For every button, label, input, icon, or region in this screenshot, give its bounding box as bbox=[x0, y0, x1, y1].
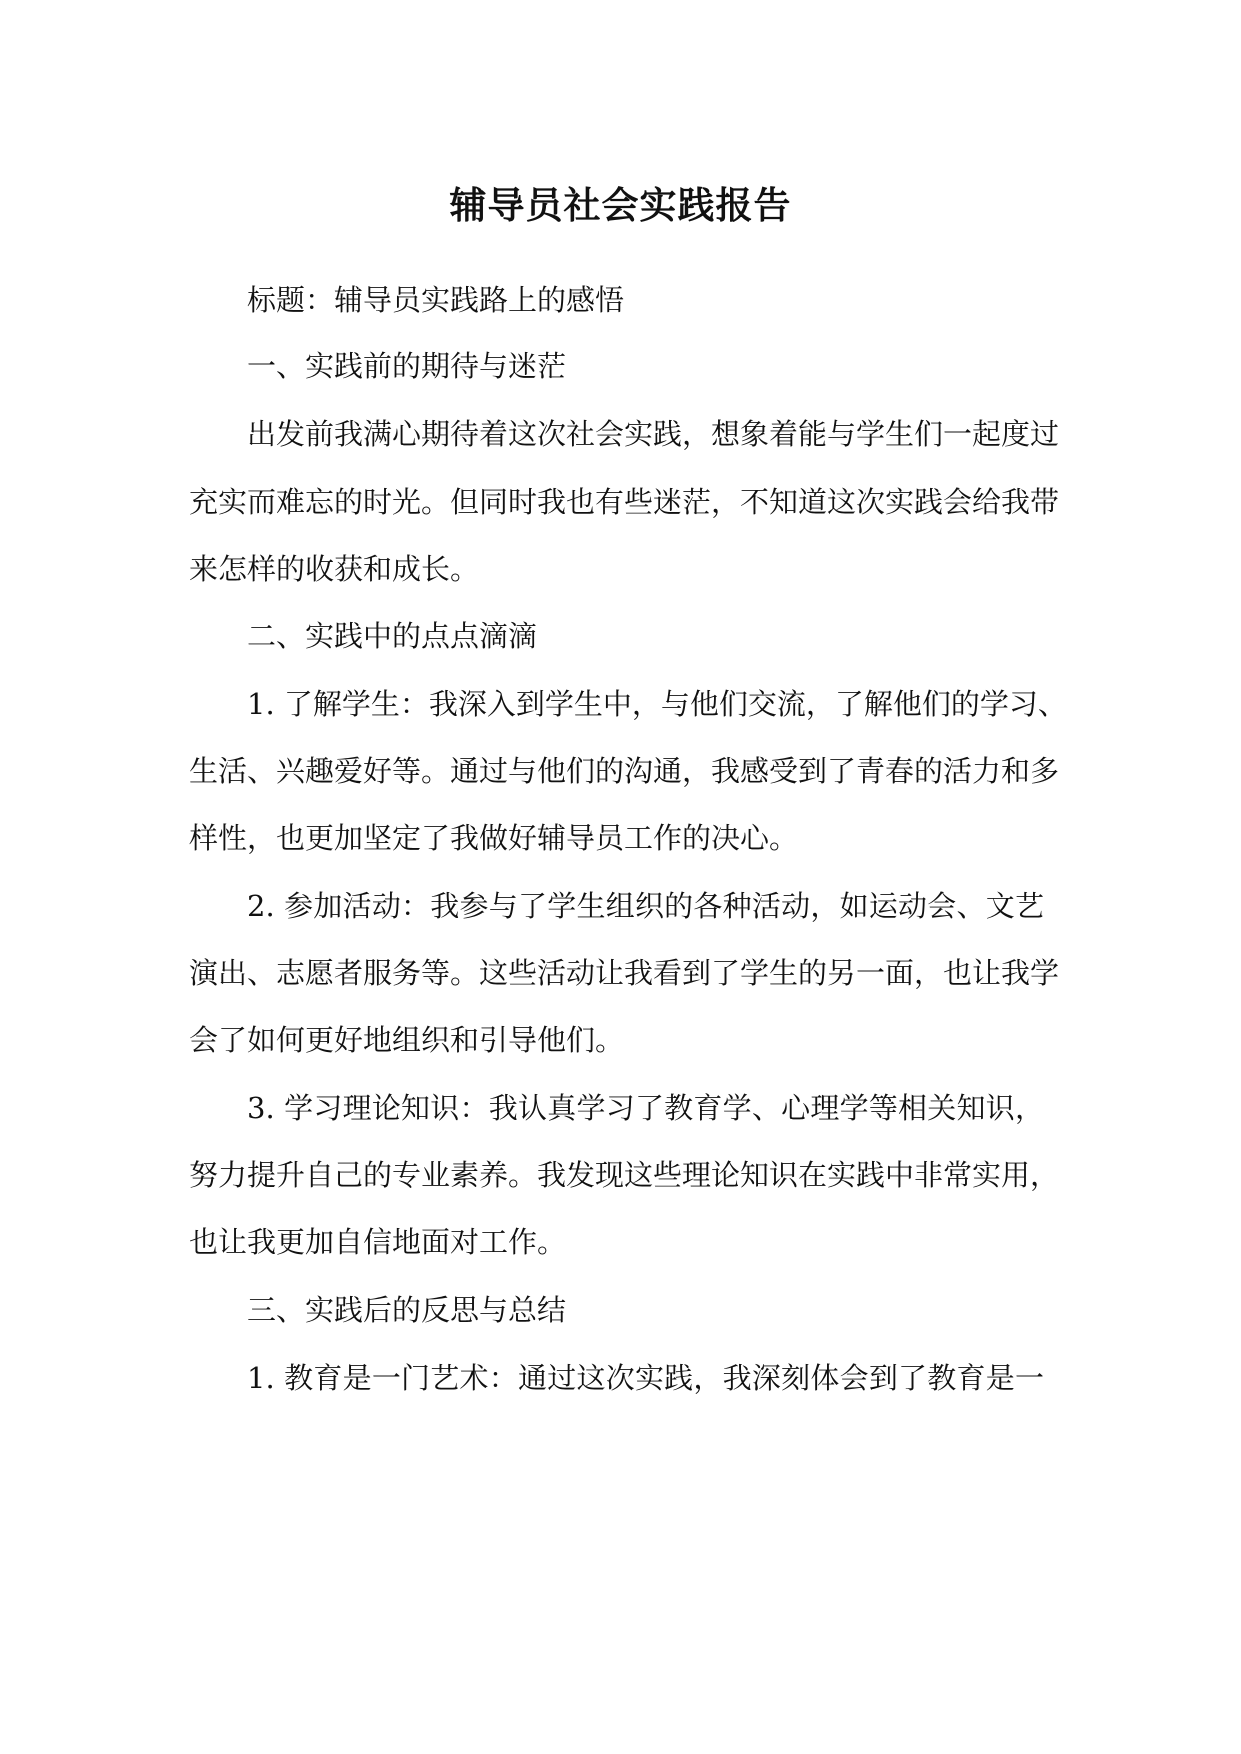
section-heading-3: 三、实践后的反思与总结 bbox=[247, 1293, 567, 1327]
paragraph-line: 样性，也更加坚定了我做好辅导员工作的决心。 bbox=[189, 821, 799, 855]
list-item-line: 1. 教育是一门艺术：通过这次实践，我深刻体会到了教育是一 bbox=[247, 1361, 1044, 1395]
section-heading-2: 二、实践中的点点滴滴 bbox=[247, 619, 538, 653]
paragraph-line: 出发前我满心期待着这次社会实践，想象着能与学生们一起度过 bbox=[247, 417, 1060, 451]
list-item-line: 1. 了解学生：我深入到学生中，与他们交流，了解他们的学习、 bbox=[247, 687, 1067, 721]
paragraph-line: 生活、兴趣爱好等。通过与他们的沟通，我感受到了青春的活力和多 bbox=[189, 754, 1060, 788]
paragraph-line: 来怎样的收获和成长。 bbox=[189, 552, 480, 586]
paragraph-line: 演出、志愿者服务等。这些活动让我看到了学生的另一面，也让我学 bbox=[189, 956, 1060, 990]
section-heading-1: 一、实践前的期待与迷茫 bbox=[247, 349, 567, 383]
subtitle-line: 标题：辅导员实践路上的感悟 bbox=[247, 283, 625, 317]
list-item-line: 3. 学习理论知识：我认真学习了教育学、心理学等相关知识， bbox=[247, 1091, 1044, 1125]
document-title: 辅导员社会实践报告 bbox=[449, 183, 792, 227]
paragraph-line: 充实而难忘的时光。但同时我也有些迷茫，不知道这次实践会给我带 bbox=[189, 485, 1060, 519]
paragraph-line: 努力提升自己的专业素养。我发现这些理论知识在实践中非常实用， bbox=[189, 1158, 1060, 1192]
paragraph-line: 会了如何更好地组织和引导他们。 bbox=[189, 1023, 625, 1057]
list-item-line: 2. 参加活动：我参与了学生组织的各种活动，如运动会、文艺 bbox=[247, 889, 1044, 923]
paragraph-line: 也让我更加自信地面对工作。 bbox=[189, 1225, 567, 1259]
